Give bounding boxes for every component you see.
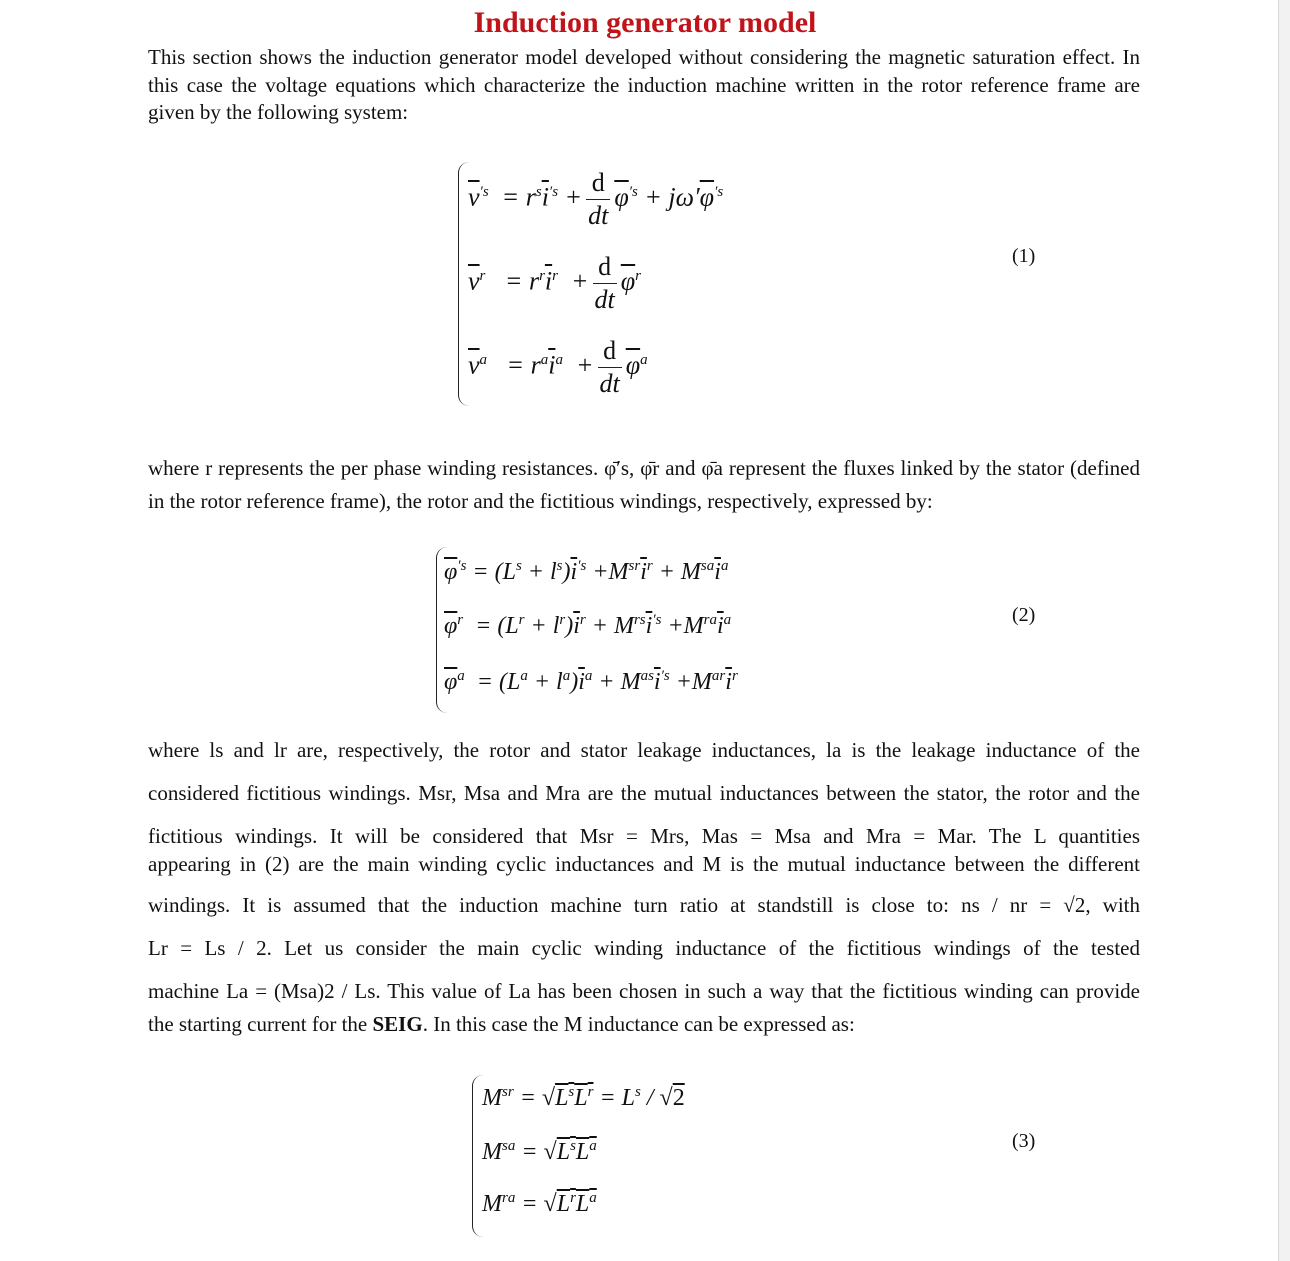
- p3-line8-pre: the starting current for the: [148, 1012, 368, 1036]
- intro-paragraph: [148, 44, 1140, 127]
- section-title: Induction generator model: [473, 6, 817, 39]
- eq2-row2: $\overline{\varphi}^r = (L^r + l^r)\overline{i}^r + M^{rs}\overline{i}^{'s} +M^{ra}\overline{i}^a$: [444, 612, 732, 639]
- eq1-row3: $\overline{v}^a = r^a\overline{i}^a$ + $\frac{d}{dt}$ $\overline{\varphi}^a$: [468, 336, 648, 398]
- eq2-row3: $\overline{\varphi}^a = (L^a + l^a)\overline{i}^a + M^{as}\overline{i}^{'s} +M^{ar}\overline{i}^r$: [444, 668, 738, 695]
- eq1-row2: $\overline{v}^r = r^r\overline{i}^r$ + $\frac{d}{dt}$ $\overline{\varphi}^r$: [468, 252, 641, 314]
- eq3-row3: $M^{ra} = √L^rL^a$: [482, 1190, 597, 1217]
- p3-line3: fictitious windings. It will be considered that Msr = Mrs, Mas = Msa and Mra = Mar. The L quantities: [148, 824, 1140, 848]
- eq1-row1: $\overline{v}^{'s} = r^s\overline{i}^{'s}$ + $\frac{d}{dt}$ $\overline{\varphi}^{'s} + j\omega'\overline{\varphi}^{'s}$: [468, 168, 724, 230]
- p3-line4: appearing in (2) are the main winding cyclic inductances and M is the mutual inductance between the different: [148, 852, 1140, 876]
- p3-line2: considered fictitious windings. Msr, Msa and Mra are the mutual inductances between the stator, the rotor and the: [148, 781, 1140, 805]
- eq3-row1: $M^{sr} = √L^sL^r = L^s / √2$: [482, 1084, 685, 1111]
- p3-line1: where ls and lr are, respectively, the rotor and stator leakage inductances, la is the leakage inductance of the: [148, 738, 1140, 762]
- p3-line7: machine La = (Msa)2 / Ls. This value of La has been chosen in such a way that the fictitious winding can provide: [148, 979, 1140, 1003]
- p3-line6: Lr = Ls / 2. Let us consider the main cyclic winding inductance of the fictitious windings of the tested: [148, 936, 1140, 960]
- paragraph-2-text: where r represents the per phase winding resistances. φ̄′s, φ̄r and φ̄a represent the fluxes linked by the stator (defined in the rotor reference frame), the rotor and the fictitious windings, respectively, expressed by:: [148, 456, 1140, 513]
- p3-line8-post: . In this case the M inductance can be expressed as:: [422, 1012, 855, 1036]
- eq3-number: (3): [1012, 1130, 1036, 1152]
- eq1-number: (1): [1012, 245, 1036, 267]
- seig-term: SEIG: [372, 1012, 423, 1036]
- eq3-row2: $M^{sa} = √L^sL^a$: [482, 1138, 597, 1165]
- eq2-row1: $\overline{\varphi}^{'s} = (L^s + l^s)\overline{i}^{'s} +M^{sr}\overline{i}^r + M^{sa}\overline{i}^a$: [444, 558, 729, 585]
- intro-text: This section shows the induction generator model developed without considering the magnetic saturation effect. In this case the voltage equations which characterize the induction machine written in the rotor reference frame are given by the following system:: [148, 45, 1140, 124]
- paragraph-2: [148, 452, 1140, 518]
- p3-line8: [148, 1012, 1140, 1037]
- p3-line5: windings. It is assumed that the induction machine turn ratio at standstill is close to: ns / nr = √2, with: [148, 893, 1140, 917]
- eq2-number: (2): [1012, 604, 1036, 626]
